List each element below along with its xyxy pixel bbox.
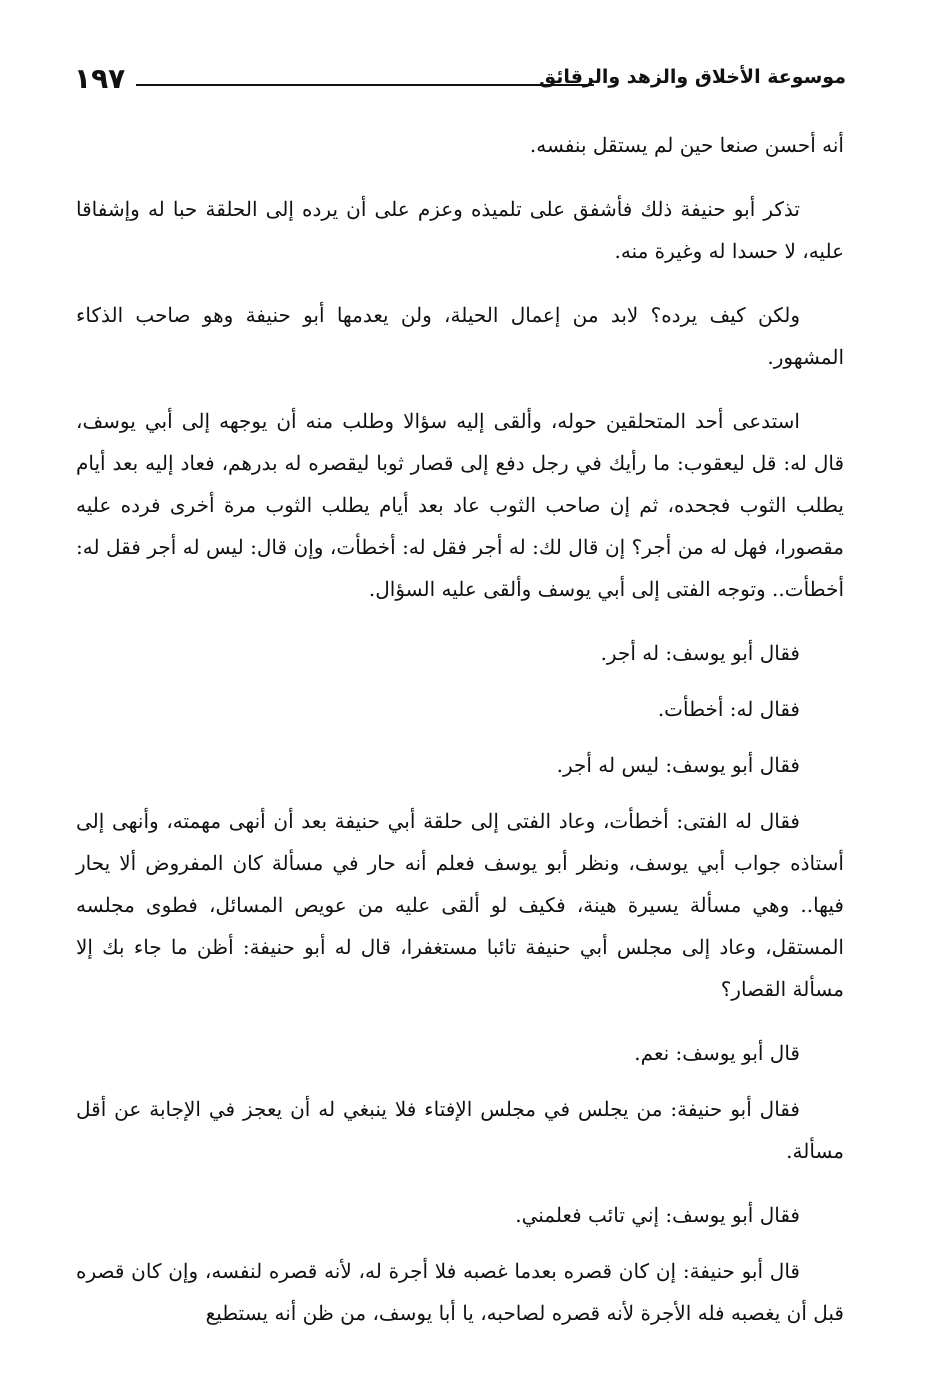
page-number: ١٩٧	[74, 62, 126, 95]
paragraph: استدعى أحد المتحلقين حوله، وألقى إليه سؤالا وطلب منه أن يوجهه إلى أبي يوسف، قال له: قل ليعقوب: ما رأيك في رجل دفع إلى قصار ثوبا ليقصره له بدرهم، فعاد إليه بعد أيام يطلب الثوب فجحده، ثم إن صاحب الثوب عاد بعد أيام يطلب الثوب مرة أخرى فرده عليه مقصورا، فهل له من أجر؟ إن قال لك: له أجر فقل له: أخطأت، وإن قال: ليس له أجر فقل له: أخطأت.. وتوجه الفتى إلى أبي يوسف وألقى عليه السؤال.	[76, 409, 845, 601]
page-header	[74, 62, 846, 102]
dialogue-line: فقال أبو يوسف: إني تائب فعلمني.	[515, 1203, 800, 1227]
paragraph: قال أبو حنيفة: إن كان قصره بعدما غصبه فلا أجرة له، لأنه قصره لنفسه، وإن كان قصره قبل أن يغصبه فله الأجرة لأنه قصره لصاحبه، يا أبا يوسف، من ظن أنه يستطيع	[76, 1259, 844, 1325]
dialogue-line: فقال أبو يوسف: له أجر.	[600, 641, 800, 665]
body-text	[76, 124, 844, 1334]
paragraph: تذكر أبو حنيفة ذلك فأشفق على تلميذه وعزم على أن يرده إلى الحلقة حبا له وإشفاقا عليه، لا حسدا له وغيرة منه.	[76, 197, 844, 263]
dialogue-line: قال أبو يوسف: نعم.	[634, 1041, 800, 1065]
running-title: موسوعة الأخلاق والزهد والرقائق	[539, 66, 846, 88]
paragraph: فقال أبو حنيفة: من يجلس في مجلس الإفتاء فلا ينبغي له أن يعجز في الإجابة عن أقل مسألة.	[76, 1097, 844, 1163]
paragraph: فقال له الفتى: أخطأت، وعاد الفتى إلى حلقة أبي حنيفة بعد أن أنهى مهمته، وأنهى إلى أستاذه جواب أبي يوسف، ونظر أبو يوسف فعلم أنه حار في مسألة كان المفروض ألا يحار فيها.. وهي مسألة يسيرة هينة، فكيف لو ألقى عليه من عويص المسائل، فطوى مجلسه المستقل، وعاد إلى مجلس أبي حنيفة تائبا مستغفرا، قال له أبو حنيفة: أظن ما جاء بك إلا مسألة القصار؟	[76, 809, 844, 1001]
paragraph: أنه أحسن صنعا حين لم يستقل بنفسه.	[529, 133, 844, 157]
dialogue-line: فقال أبو يوسف: ليس له أجر.	[556, 753, 800, 777]
header-rule	[136, 84, 594, 86]
dialogue-line: فقال له: أخطأت.	[657, 697, 800, 721]
paragraph: ولكن كيف يرده؟ لابد من إعمال الحيلة، ولن يعدمها أبو حنيفة وهو صاحب الذكاء المشهور.	[76, 303, 844, 369]
